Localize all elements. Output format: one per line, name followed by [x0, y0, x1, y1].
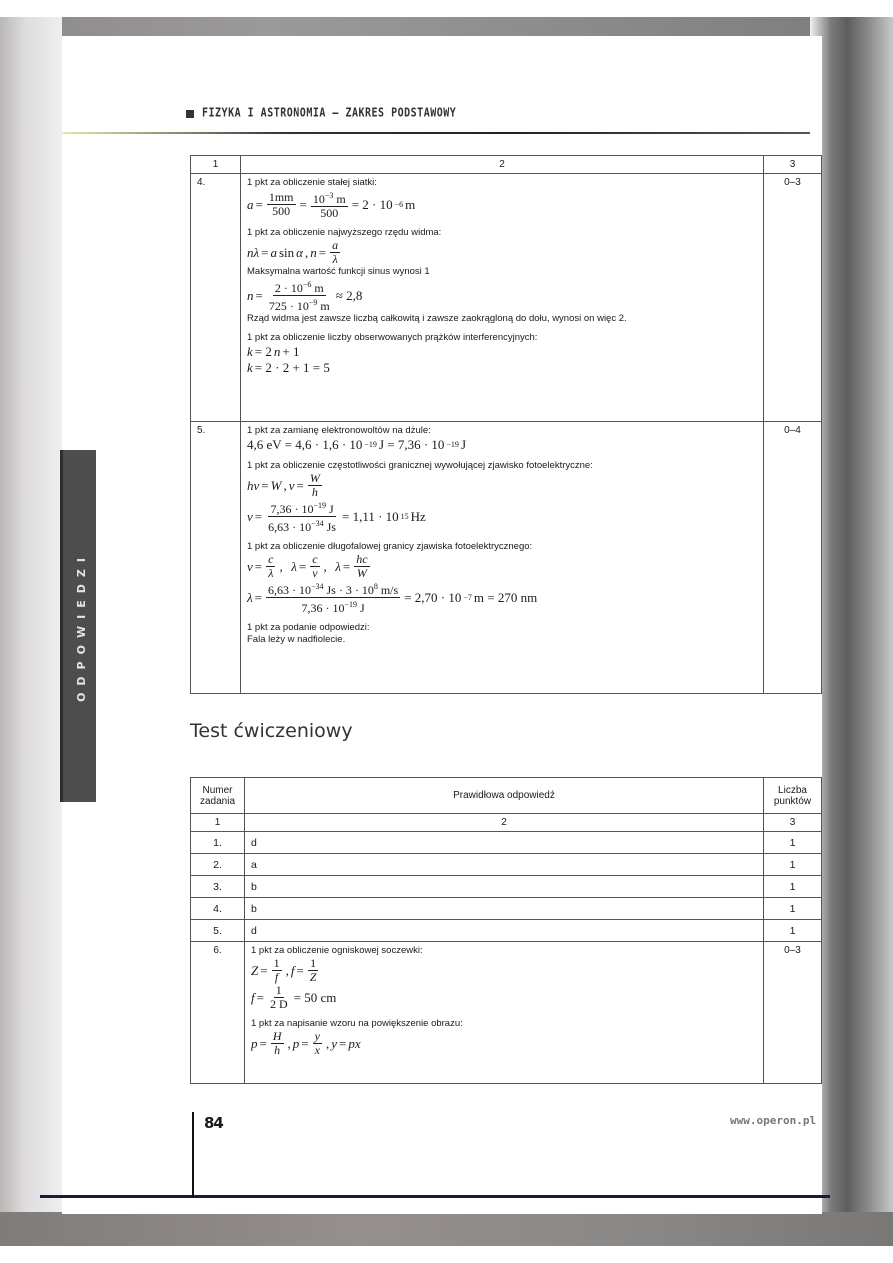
- points-range: 0–4: [764, 422, 822, 694]
- step-label: 1 pkt za zamianę elektronowoltów na dżule:: [247, 425, 431, 436]
- col-number-1: 1: [191, 156, 241, 174]
- table-row: [191, 854, 822, 876]
- table-header-row: [191, 778, 822, 814]
- answer: d: [245, 920, 764, 942]
- formula: ν = $\frac{c}{\lambda}$ , λ = $\frac{c}{\nu}$ , λ = $\frac{hc}{W}$: [247, 552, 368, 580]
- answer: a: [245, 854, 764, 876]
- page-edge: [40, 1195, 830, 1198]
- step-label: 1 pkt za obliczenie najwyższego rzędu widma:: [247, 227, 442, 238]
- scanner-background-right: [810, 17, 893, 1246]
- header-number: Numer zadania: [191, 778, 245, 814]
- task-number: 4.: [191, 174, 241, 422]
- running-title: FIZYKA I ASTRONOMIA – ZAKRES PODSTAWOWY: [202, 106, 457, 121]
- side-tab-label: ODPOWIEDZI: [74, 550, 88, 702]
- test-answers-table: [190, 777, 822, 1084]
- step-note: Maksymalna wartość funkcji sinus wynosi 1: [247, 266, 430, 277]
- solution-step: [247, 227, 757, 325]
- task-number: 2.: [191, 854, 245, 876]
- column-number-row: [191, 156, 822, 174]
- task-number: 5.: [191, 920, 245, 942]
- task-number: 1.: [191, 832, 245, 854]
- solution-step: [247, 622, 757, 646]
- header-square-icon: [186, 110, 194, 118]
- formula: p = $\frac{H}{h}$ , p = $\frac{y}{x}$ , y = px: [251, 1029, 361, 1057]
- task-number: 3.: [191, 876, 245, 898]
- step-label: 1 pkt za obliczenie stałej siatki:: [247, 177, 377, 188]
- task-solution: [245, 942, 764, 1084]
- table-row: [191, 942, 822, 1084]
- page-number: 84: [204, 1114, 223, 1132]
- formula: a = $\frac{1mm}{500}$ = $\frac{10^{-3} m}{500}$ = 2 · 10 −6 m: [247, 190, 416, 220]
- solution-step: [247, 332, 757, 376]
- formula: hν = W , ν = $\frac{W}{h}$: [247, 471, 320, 499]
- task-solution: [241, 422, 764, 694]
- table-row: [191, 832, 822, 854]
- running-header: [186, 108, 456, 119]
- formula: n = $\frac{2 \cdot 10^{-6} m}{725 \cdot 10^{-9} m}$ ≈ 2,8: [247, 280, 363, 313]
- points-range: 0–3: [764, 942, 822, 1084]
- step-label: 1 pkt za obliczenie liczby obserwowanych prążków interferencyjnych:: [247, 332, 538, 343]
- formula: k = 2 n + 1: [247, 344, 300, 359]
- answer: d: [245, 832, 764, 854]
- step-label: 1 pkt za napisanie wzoru na powiększenie obrazu:: [251, 1018, 463, 1029]
- task-solution: [241, 174, 764, 422]
- footer-rule: [192, 1112, 194, 1197]
- points: 1: [764, 854, 822, 876]
- table-row: [191, 422, 822, 694]
- formula: f = $\frac{1}{2 D}$ = 50 cm: [251, 983, 337, 1011]
- col-number-1: 1: [191, 814, 245, 832]
- formula: ν = $\frac{7,36 \cdot 10^{-19} J}{6,63 \cdot 10^{-34} Js}$ = 1,11 · 10 15 Hz: [247, 501, 426, 534]
- publisher-website: www.operon.pl: [730, 1114, 817, 1127]
- points-range: 0–3: [764, 174, 822, 422]
- formula: nλ = a sin α , n = $\frac{a}{\lambda}$: [247, 238, 339, 266]
- col-number-3: 3: [764, 156, 822, 174]
- solution-step: [247, 177, 757, 220]
- solution-step: [247, 460, 757, 534]
- step-note: Rząd widma jest zawsze liczbą całkowitą i zawsze zaokrągloną do dołu, wynosi on więc 2.: [247, 313, 627, 324]
- table-row: [191, 920, 822, 942]
- section-title: Test ćwiczeniowy: [190, 720, 353, 742]
- points: 1: [764, 920, 822, 942]
- step-label: 1 pkt za podanie odpowiedzi:: [247, 622, 370, 633]
- solution-step: [251, 945, 757, 1011]
- table-row: [191, 876, 822, 898]
- points: 1: [764, 876, 822, 898]
- points: 1: [764, 832, 822, 854]
- column-number-row: [191, 814, 822, 832]
- header-answer: Prawidłowa odpowiedź: [245, 778, 764, 814]
- formula: Z = $\frac{1}{f}$ , f = $\frac{1}{Z}$: [251, 956, 317, 984]
- answers-table-continued: [190, 155, 822, 694]
- answer: b: [245, 898, 764, 920]
- col-number-2: 2: [245, 814, 764, 832]
- col-number-2: 2: [241, 156, 764, 174]
- header-points: Liczba punktów: [764, 778, 822, 814]
- points: 1: [764, 898, 822, 920]
- step-label: 1 pkt za obliczenie ogniskowej soczewki:: [251, 945, 423, 956]
- table-row: [191, 898, 822, 920]
- scanner-background-bottom: [0, 1212, 893, 1246]
- step-answer: Fala leży w nadfiolecie.: [247, 634, 346, 645]
- task-number: 5.: [191, 422, 241, 694]
- solution-step: [247, 425, 757, 453]
- table-row: [191, 174, 822, 422]
- formula: 4,6 eV = 4,6 · 1,6 · 10 −19 J = 7,36 · 10 −19 J: [247, 437, 466, 452]
- formula: k = 2 · 2 + 1 = 5: [247, 360, 330, 375]
- solution-step: [247, 541, 757, 615]
- answer: b: [245, 876, 764, 898]
- col-number-3: 3: [764, 814, 822, 832]
- header-rule: [62, 132, 810, 134]
- step-label: 1 pkt za obliczenie długofalowej granicy zjawiska fotoelektrycznego:: [247, 541, 533, 552]
- formula: λ = $\frac{6,63 \cdot 10^{-34} Js \cdot 3 \cdot 10^8 m/s}{7,36 \cdot 10^{-19} J}$ = 2,70 · 10 −7 m = 270 nm: [247, 582, 538, 615]
- scanner-background-left: [0, 17, 62, 1246]
- task-number: 6.: [191, 942, 245, 1084]
- task-number: 4.: [191, 898, 245, 920]
- side-tab: [60, 450, 96, 802]
- solution-step: [251, 1018, 757, 1057]
- step-label: 1 pkt za obliczenie częstotliwości granicznej wywołującej zjawisko fotoelektryczne:: [247, 460, 593, 471]
